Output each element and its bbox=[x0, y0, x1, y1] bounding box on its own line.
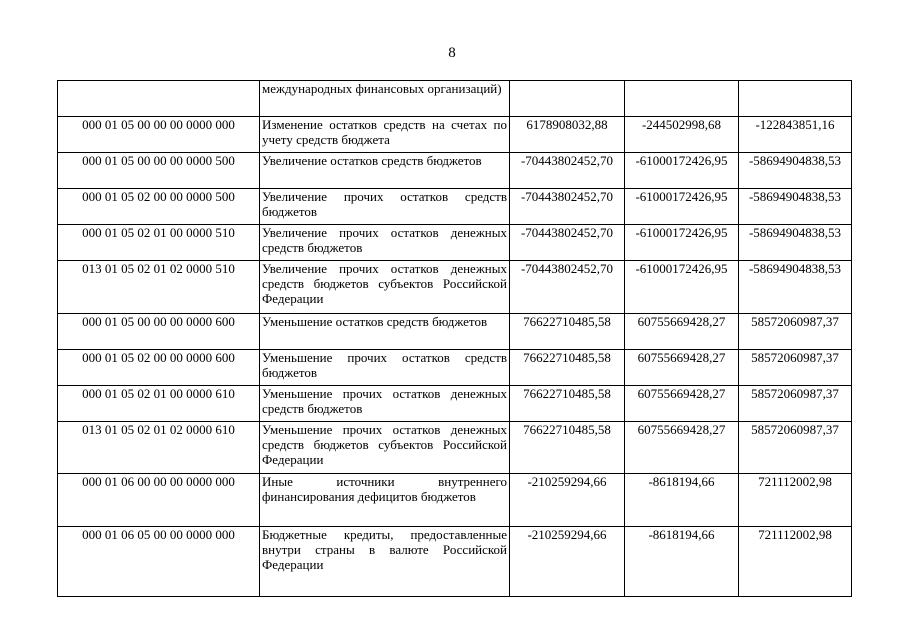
value-3-cell: 58572060987,37 bbox=[739, 386, 852, 422]
value-1-cell: -70443802452,70 bbox=[510, 261, 625, 314]
description-cell: Уменьшение остатков средств бюджетов bbox=[260, 314, 510, 350]
description-cell: Увеличение прочих остатков средств бюджетов bbox=[260, 189, 510, 225]
description-cell: Уменьшение прочих остатков денежных средств бюджетов субъектов Российской Федерации bbox=[260, 422, 510, 474]
description-cell: Увеличение прочих остатков денежных средств бюджетов субъектов Российской Федерации bbox=[260, 261, 510, 314]
value-2-cell: -61000172426,95 bbox=[625, 225, 739, 261]
table-row bbox=[58, 350, 852, 386]
budget-sources-table bbox=[57, 80, 852, 597]
value-2-cell: -61000172426,95 bbox=[625, 153, 739, 189]
value-2-cell: 60755669428,27 bbox=[625, 314, 739, 350]
table-row bbox=[58, 386, 852, 422]
description-cell: Уменьшение прочих остатков денежных средств бюджетов bbox=[260, 386, 510, 422]
value-3-cell: 721112002,98 bbox=[739, 474, 852, 527]
budget-code-cell: 000 01 05 02 01 00 0000 510 bbox=[58, 225, 260, 261]
value-3-cell bbox=[739, 81, 852, 117]
description-cell: Изменение остатков средств на счетах по учету средств бюджета bbox=[260, 117, 510, 153]
value-2-cell: 60755669428,27 bbox=[625, 350, 739, 386]
description-cell: Увеличение остатков средств бюджетов bbox=[260, 153, 510, 189]
value-2-cell: -8618194,66 bbox=[625, 474, 739, 527]
value-3-cell: 58572060987,37 bbox=[739, 314, 852, 350]
value-3-cell: 58572060987,37 bbox=[739, 350, 852, 386]
value-1-cell: 76622710485,58 bbox=[510, 350, 625, 386]
budget-code-cell: 000 01 05 00 00 00 0000 500 bbox=[58, 153, 260, 189]
budget-code-cell: 000 01 05 02 00 00 0000 600 bbox=[58, 350, 260, 386]
value-2-cell: -244502998,68 bbox=[625, 117, 739, 153]
value-2-cell bbox=[625, 81, 739, 117]
budget-code-cell: 000 01 05 00 00 00 0000 600 bbox=[58, 314, 260, 350]
table-row bbox=[58, 153, 852, 189]
table-row bbox=[58, 314, 852, 350]
value-2-cell: -8618194,66 bbox=[625, 527, 739, 597]
table-row bbox=[58, 225, 852, 261]
table-row bbox=[58, 261, 852, 314]
description-cell: Увеличение прочих остатков денежных средств бюджетов bbox=[260, 225, 510, 261]
page-number: 8 bbox=[448, 45, 456, 61]
budget-code-cell: 000 01 06 00 00 00 0000 000 bbox=[58, 474, 260, 527]
value-1-cell bbox=[510, 81, 625, 117]
description-cell: Уменьшение прочих остатков средств бюджетов bbox=[260, 350, 510, 386]
value-1-cell: 76622710485,58 bbox=[510, 422, 625, 474]
value-2-cell: -61000172426,95 bbox=[625, 189, 739, 225]
value-1-cell: 76622710485,58 bbox=[510, 314, 625, 350]
table-row bbox=[58, 474, 852, 527]
value-1-cell: -70443802452,70 bbox=[510, 189, 625, 225]
budget-code-cell: 000 01 05 00 00 00 0000 000 bbox=[58, 117, 260, 153]
budget-code-cell: 000 01 06 05 00 00 0000 000 bbox=[58, 527, 260, 597]
budget-code-cell: 000 01 05 02 00 00 0000 500 bbox=[58, 189, 260, 225]
value-1-cell: 6178908032,88 bbox=[510, 117, 625, 153]
budget-code-cell: 013 01 05 02 01 02 0000 510 bbox=[58, 261, 260, 314]
value-2-cell: 60755669428,27 bbox=[625, 386, 739, 422]
value-1-cell: 76622710485,58 bbox=[510, 386, 625, 422]
value-3-cell: 58572060987,37 bbox=[739, 422, 852, 474]
value-3-cell: 721112002,98 bbox=[739, 527, 852, 597]
value-3-cell: -58694904838,53 bbox=[739, 225, 852, 261]
value-1-cell: -70443802452,70 bbox=[510, 225, 625, 261]
value-1-cell: -210259294,66 bbox=[510, 527, 625, 597]
budget-code-cell: 000 01 05 02 01 00 0000 610 bbox=[58, 386, 260, 422]
table-row bbox=[58, 189, 852, 225]
value-2-cell: -61000172426,95 bbox=[625, 261, 739, 314]
budget-code-cell bbox=[58, 81, 260, 117]
description-cell: Бюджетные кредиты, предоставленные внутри страны в валюте Российской Федерации bbox=[260, 527, 510, 597]
table-row bbox=[58, 117, 852, 153]
value-3-cell: -58694904838,53 bbox=[739, 189, 852, 225]
budget-code-cell: 013 01 05 02 01 02 0000 610 bbox=[58, 422, 260, 474]
value-3-cell: -58694904838,53 bbox=[739, 153, 852, 189]
value-2-cell: 60755669428,27 bbox=[625, 422, 739, 474]
description-cell: Иные источники внутреннего финансирования дефицитов бюджетов bbox=[260, 474, 510, 527]
table-row bbox=[58, 422, 852, 474]
table-row bbox=[58, 527, 852, 597]
value-1-cell: -210259294,66 bbox=[510, 474, 625, 527]
description-cell: международных финансовых организаций) bbox=[260, 81, 510, 117]
value-3-cell: -58694904838,53 bbox=[739, 261, 852, 314]
table-row bbox=[58, 81, 852, 117]
value-1-cell: -70443802452,70 bbox=[510, 153, 625, 189]
value-3-cell: -122843851,16 bbox=[739, 117, 852, 153]
